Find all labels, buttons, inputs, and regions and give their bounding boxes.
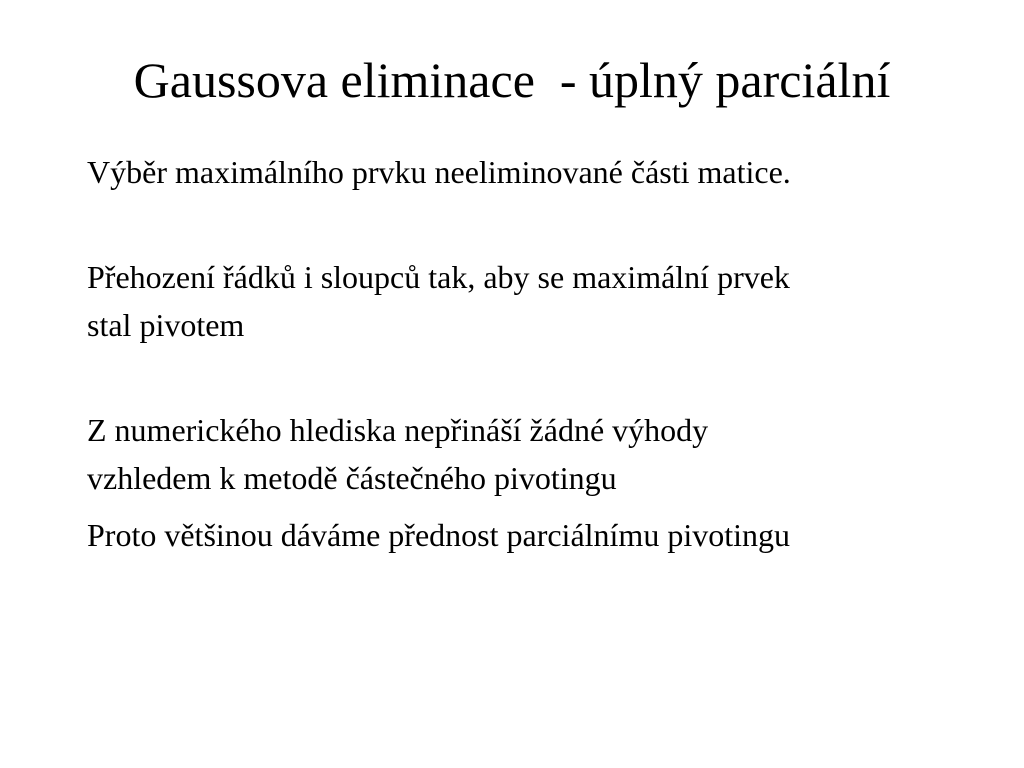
bullet-item <box>87 148 987 196</box>
bullet-item <box>87 511 987 559</box>
bullet-list <box>87 148 987 559</box>
bullet-text-continuation: stal pivotem <box>87 307 245 343</box>
bullet-item <box>87 406 987 502</box>
bullet-item <box>87 253 987 349</box>
bullet-text: Přehození řádků i sloupců tak, aby se maximální prvek <box>87 259 790 295</box>
bullet-text: Z numerického hlediska nepřináší žádné výhody <box>87 412 709 448</box>
bullet-text: Proto většinou dáváme přednost parciálnímu pivotingu <box>87 517 790 553</box>
bullet-text: Výběr maximálního prvku neeliminované části matice. <box>87 154 791 190</box>
slide-title: Gaussova eliminace - úplný parciální <box>133 52 891 108</box>
bullet-text-continuation: vzhledem k metodě částečného pivotingu <box>87 460 617 496</box>
